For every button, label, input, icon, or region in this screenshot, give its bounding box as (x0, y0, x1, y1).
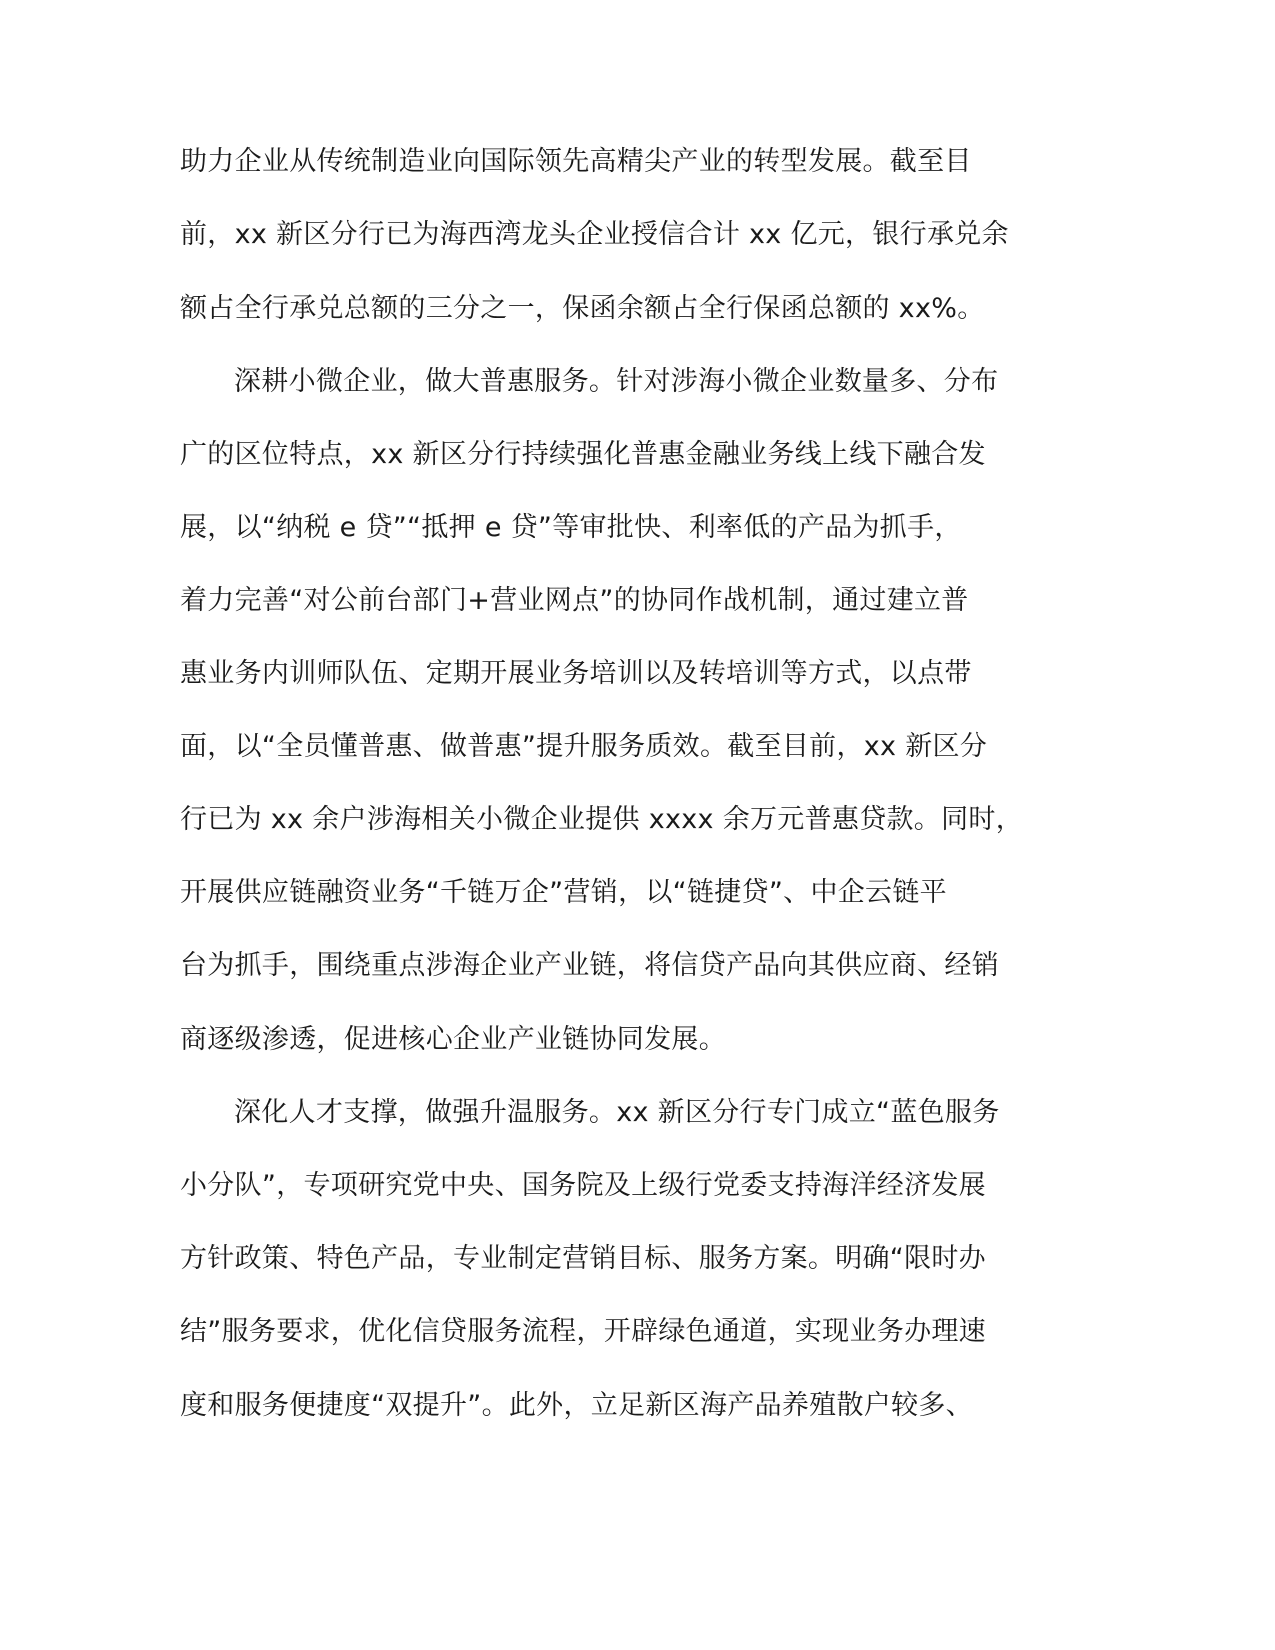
paragraph-line: 开展供应链融资业务“千链万企”营销，以“链捷贷”、中企云链平 (180, 877, 947, 908)
paragraph-line: 着力完善“对公前台部门+营业网点”的协同作战机制，通过建立普 (180, 585, 969, 616)
paragraph-line: 小分队”，专项研究党中央、国务院及上级行党委支持海洋经济发展 (180, 1170, 986, 1201)
paragraph-line: 行已为 xx 余户涉海相关小微企业提供 xxxx 余万元普惠贷款。同时， (180, 804, 1023, 835)
paragraph-line: 前，xx 新区分行已为海西湾龙头企业授信合计 xx 亿元，银行承兑余 (180, 219, 1009, 250)
paragraph-line: 方针政策、特色产品，专业制定营销目标、服务方案。明确“限时办 (180, 1243, 986, 1274)
paragraph-line: 展，以“纳税 e 贷”“抵押 e 贷”等审批快、利率低的产品为抓手， (180, 512, 962, 543)
paragraph-first-line: 深化人才支撑，做强升温服务。xx 新区分行专门成立“蓝色服务 (234, 1097, 1000, 1128)
paragraph-line: 广的区位特点，xx 新区分行持续强化普惠金融业务线上线下融合发 (180, 439, 986, 470)
paragraph-first-line: 深耕小微企业，做大普惠服务。针对涉海小微企业数量多、分布 (234, 366, 999, 397)
paragraph-line: 度和服务便捷度“双提升”。此外，立足新区海产品养殖散户较多、 (180, 1390, 973, 1421)
paragraph-line: 额占全行承兑总额的三分之一，保函余额占全行保函总额的 xx%。 (180, 293, 985, 324)
paragraph-line: 助力企业从传统制造业向国际领先高精尖产业的转型发展。截至目 (180, 146, 972, 177)
paragraph-line: 结”服务要求，优化信贷服务流程，开辟绿色通道，实现业务办理速 (180, 1316, 986, 1347)
paragraph-line: 商逐级渗透，促进核心企业产业链协同发展。 (180, 1024, 726, 1055)
paragraph-line: 惠业务内训师队伍、定期开展业务培训以及转培训等方式，以点带 (180, 658, 972, 689)
paragraph-line: 台为抓手，围绕重点涉海企业产业链，将信贷产品向其供应商、经销 (180, 950, 999, 981)
paragraph-line: 面，以“全员懂普惠、做普惠”提升服务质效。截至目前，xx 新区分 (180, 731, 988, 762)
